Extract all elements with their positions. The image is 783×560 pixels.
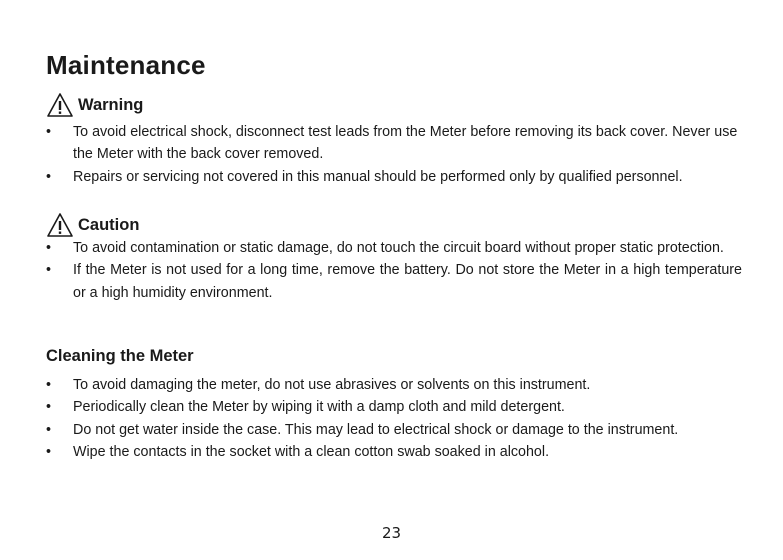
cleaning-item-text: To avoid damaging the meter, do not use abrasives or solvents on this instrument. [73,377,591,393]
section-title: Cleaning the Meter [46,347,194,365]
list-item: • To avoid damaging the meter, do not use abrasives or solvents on this instrument. [46,377,591,393]
list-item: • Do not get water inside the case. This may lead to electrical shock or damage to the instrument. [46,421,679,438]
warning-list [46,121,742,188]
cleaning-item-text: Do not get water inside the case. This may lead to electrical shock or damage to the instrument. [73,421,679,438]
page-number: 23 [381,524,402,542]
cleaning-list [46,374,742,464]
page-title: Maintenance [46,50,206,80]
warning-label: Warning [78,95,144,114]
cleaning-item-text: Periodically clean the Meter by wiping it with a damp cloth and mild detergent. [73,399,565,416]
caution-label: Caution [78,215,140,234]
warning-triangle-icon [46,92,74,118]
caution-item-text: To avoid contamination or static damage, do not touch the circuit board without proper static protection. [73,240,724,256]
caution-item-text: If the Meter is not used for a long time, remove the battery. Do not store the Meter in a high temperature or a high humidity environment. [73,262,742,301]
list-item: • To avoid contamination or static damage, do not touch the circuit board without proper static protection. [46,240,724,256]
cleaning-item-text: Wipe the contacts in the socket with a clean cotton swab soaked in alcohol. [73,444,550,461]
list-item: • To avoid electrical shock, disconnect test leads from the Meter before removing its back cover. Never use the Meter with the back cover removed. [46,124,738,163]
warning-item-text: To avoid electrical shock, disconnect test leads from the Meter before removing its back cover. Never use the Meter with the back cover removed. [73,124,738,163]
list-item: • Repairs or servicing not covered in this manual should be performed only by qualified personnel. [46,168,683,185]
list-item: • If the Meter is not used for a long time, remove the battery. Do not store the Meter in a high temperature or a high humidity environment. [46,262,742,301]
warning-triangle-icon [46,212,74,238]
caution-heading [46,212,139,238]
warning-heading [46,92,143,118]
warning-item-text: Repairs or servicing not covered in this manual should be performed only by qualified personnel. [73,168,683,185]
caution-list [46,237,742,304]
list-item: • Periodically clean the Meter by wiping it with a damp cloth and mild detergent. [46,399,565,416]
list-item: • Wipe the contacts in the socket with a clean cotton swab soaked in alcohol. [46,444,550,461]
